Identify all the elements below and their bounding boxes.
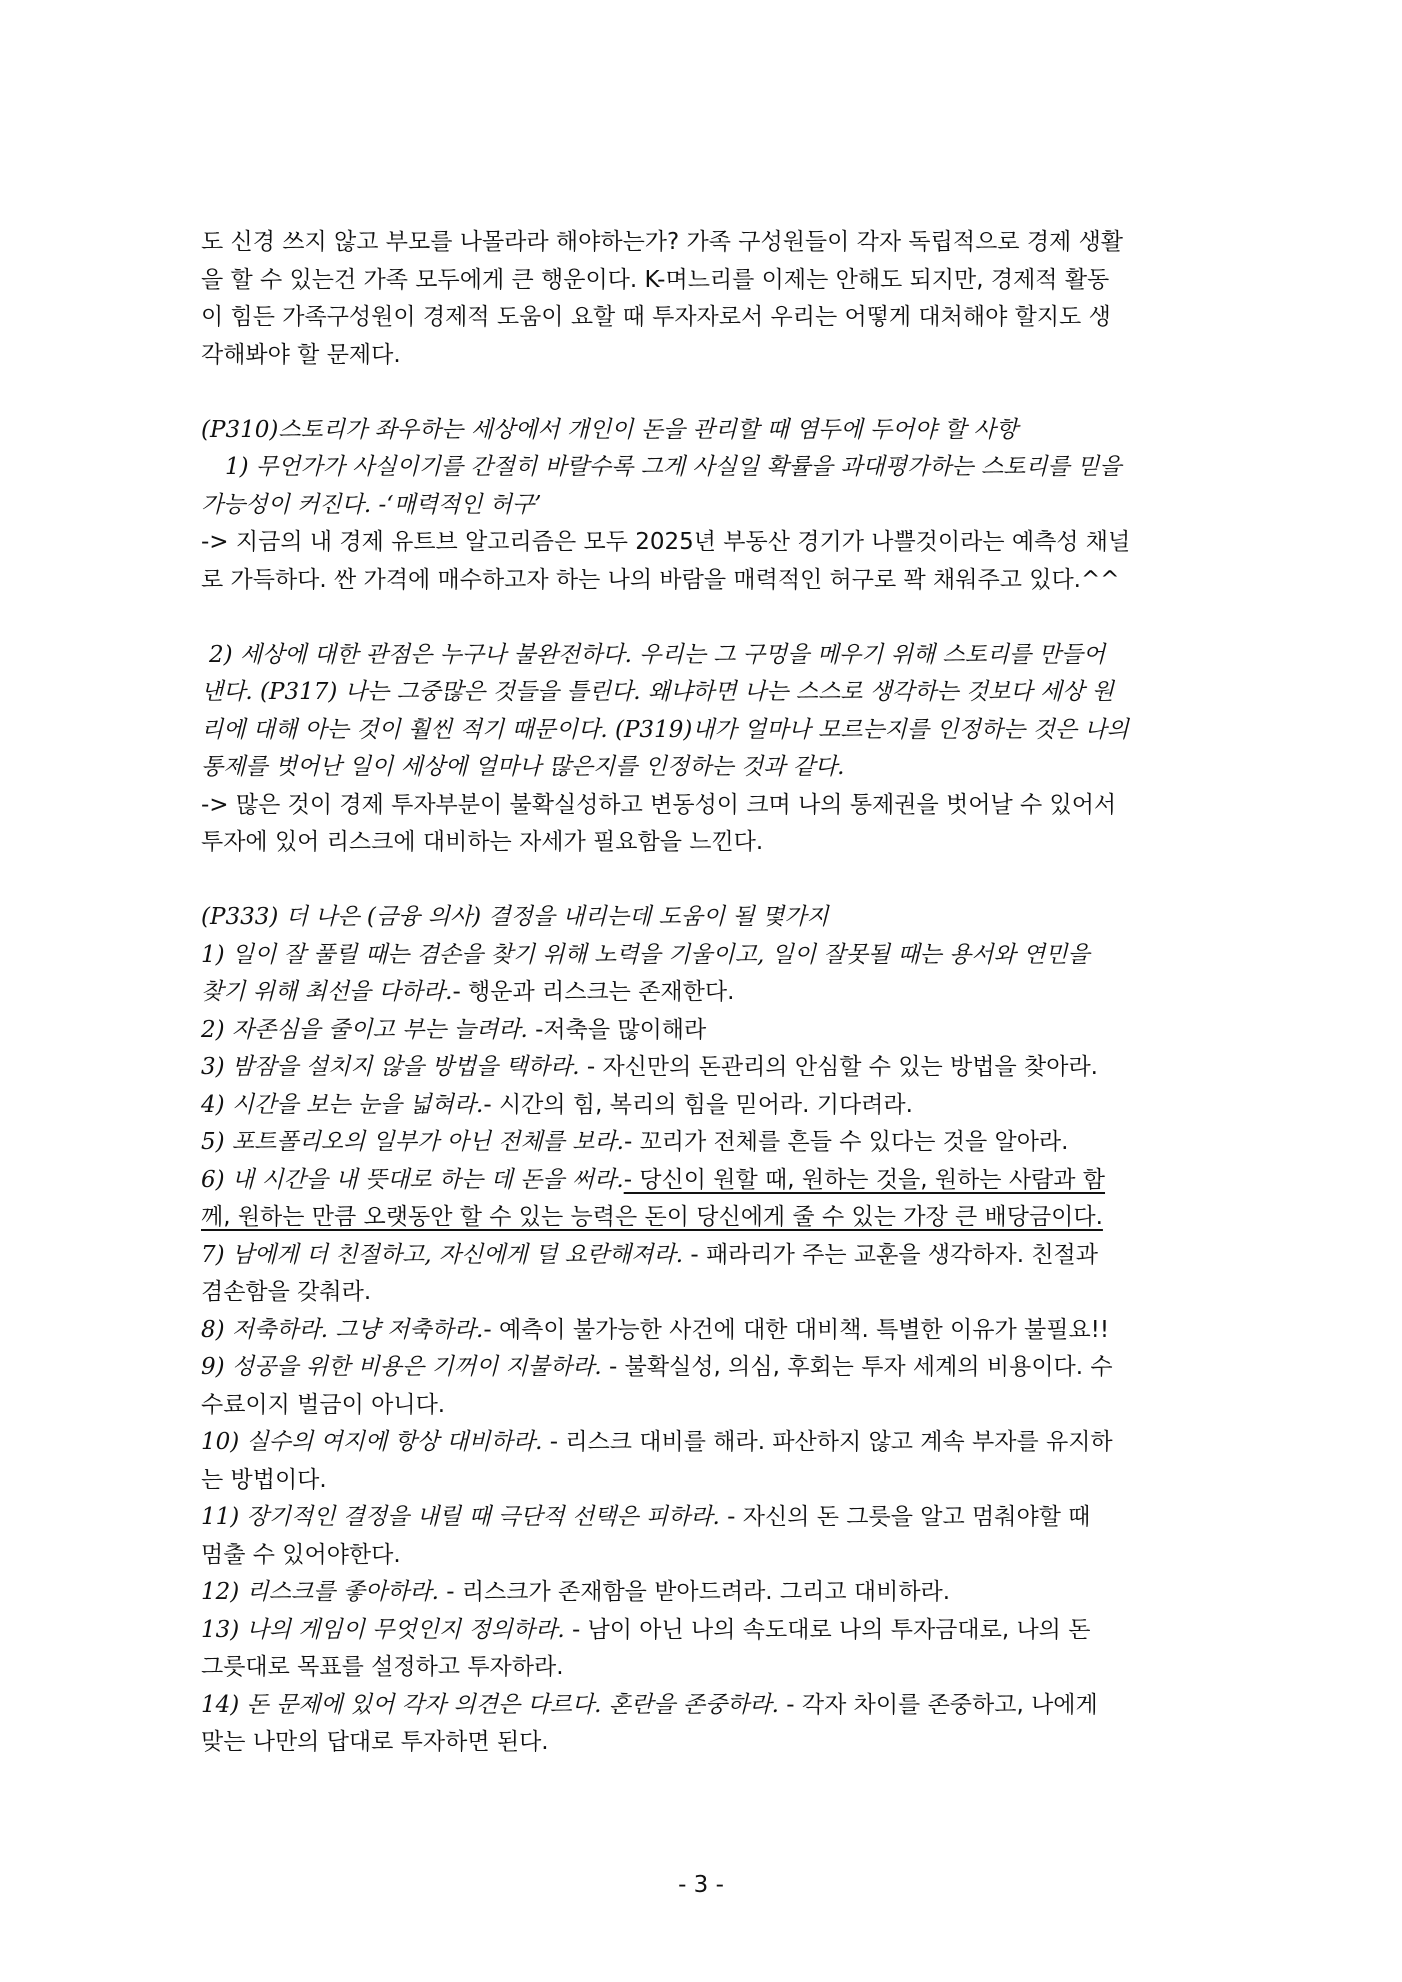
paragraph-gap (201, 862, 1204, 900)
p333-item-title: 14) 돈 문제에 있어 각자 의견은 다르다. 혼란을 존중하라. (201, 1691, 779, 1718)
p333-list-line (201, 1424, 1204, 1462)
paragraph-line: 각해봐야 할 문제다. (201, 341, 401, 368)
p310-item-1-comment: -> 지금의 내 경제 유트브 알고리즘은 모두 2025년 부동산 경기가 나쁠것이라는 예측성 채널 (201, 529, 1131, 555)
p333-list-line (201, 1499, 1204, 1537)
p333-item-title: 5) 포트폴리오의 일부가 아닌 전체를 보라. (201, 1129, 624, 1155)
p333-item-title: 7) 남에게 더 친절하고, 자신에게 덜 요란해져라. (201, 1241, 684, 1268)
p333-item-note: - 예측이 불가능한 사건에 대한 대비책. 특별한 이유가 불필요!! (483, 1316, 1110, 1343)
p333-list-line (201, 1574, 1204, 1612)
p333-item-note: - 남이 아닌 나의 속도대로 나의 투자금대로, 나의 돈 (564, 1616, 1091, 1643)
p333-list-line (201, 1274, 1204, 1312)
p333-list-line (201, 1312, 1204, 1350)
section-heading-p333: (P333) 더 나은 (금융 의사) 결정을 내리는데 도움이 될 몇가지 (201, 904, 829, 930)
paragraph-line: 을 할 수 있는건 가족 모두에게 큰 행운이다. K-며느리를 이제는 안해도 되지만, 경제적 활동 (201, 266, 1110, 293)
p310-item-2-line: 리에 대해 아는 것이 훨씬 적기 때문이다. (P319)내가 얼마나 모르는지를 인정하는 것은 나의 (201, 716, 1129, 743)
p333-list-line (201, 937, 1204, 975)
p333-item-note: 맞는 나만의 답대로 투자하면 된다. (201, 1729, 549, 1755)
p333-item-note: 겸손함을 갖춰라. (201, 1279, 372, 1305)
document-page-body (201, 224, 1204, 1762)
p310-item-2-comment: 투자에 있어 리스크에 대비하는 자세가 필요함을 느낀다. (201, 829, 764, 855)
p333-list-line (201, 1124, 1204, 1162)
p310-item-2-line: 통제를 벗어난 일이 세상에 얼마나 많은지를 인정하는 것과 같다. (201, 754, 845, 780)
p310-item-2-line: 낸다. (P317) 나는 그중많은 것들을 틀린다. 왜냐하면 나는 스스로 생각하는 것보다 세상 원 (201, 679, 1114, 705)
p333-list-line (201, 1462, 1204, 1500)
p333-list-line (201, 1049, 1204, 1087)
p333-item-title: 12) 리스크를 좋아하라. (201, 1579, 439, 1605)
p333-list-line (201, 1612, 1204, 1650)
p333-list-line (201, 1687, 1204, 1725)
paragraph-line: 도 신경 쓰지 않고 부모를 나몰라라 해야하는가? 가족 구성원들이 각자 독립적으로 경제 생활 (201, 229, 1124, 255)
p333-item-note: - 리스크 대비를 해라. 파산하지 않고 계속 부자를 유지하 (542, 1429, 1113, 1455)
paragraph-gap (201, 374, 1204, 412)
p333-list-line (201, 1087, 1204, 1125)
p333-item-note: - 리스크가 존재함을 받아드려라. 그리고 대비하라. (438, 1579, 951, 1605)
p333-item-note: - 불확실성, 의심, 후회는 투자 세계의 비용이다. 수 (601, 1354, 1113, 1380)
p310-item-1-comment: 로 가득하다. 싼 가격에 매수하고자 하는 나의 바람을 매력적인 허구로 꽉 채워주고 있다.^^ (201, 566, 1120, 593)
p333-item-note: 그릇대로 목표를 설정하고 투자하라. (201, 1654, 564, 1680)
p333-item-title: 찾기 위해 최선을 다하라. (201, 979, 453, 1005)
p333-item-note: - 시간의 힘, 복리의 힘을 믿어라. 기다려라. (483, 1091, 913, 1118)
p310-item-2-line: 2) 세상에 대한 관점은 누구나 불완전하다. 우리는 그 구멍을 메우기 위해 스토리를 만들어 (209, 641, 1106, 668)
p333-item-note: 멈출 수 있어야한다. (201, 1541, 401, 1568)
p333-item-note: - 자신만의 돈관리의 안심할 수 있는 방법을 찾아라. (579, 1054, 1098, 1080)
p333-item-title: 1) 일이 잘 풀릴 때는 겸손을 찾기 위해 노력을 기울이고, 일이 잘못될 때는 용서와 연민을 (201, 941, 1090, 968)
p333-item-title: 11) 장기적인 결정을 내릴 때 극단적 선택은 피하라. (201, 1504, 720, 1530)
p333-item-title: 3) 밤잠을 설치지 않을 방법을 택하라. (201, 1054, 580, 1080)
p310-item-1-line: 가능성이 커진다. -‘매력적인 허구’ (201, 491, 542, 518)
p333-list-line (201, 1237, 1204, 1275)
p333-item-title: 9) 성공을 위한 비용은 기꺼이 지불하라. (201, 1354, 602, 1380)
paragraph-line: 이 힘든 가족구성원이 경제적 도움이 요할 때 투자자로서 우리는 어떻게 대처해야 할지도 생 (201, 304, 1111, 330)
p333-item-title: 8) 저축하라. 그냥 저축하라. (201, 1316, 484, 1343)
p333-item-note-underlined: - 당신이 원할 때, 원하는 것을, 원하는 사람과 함 (623, 1166, 1106, 1193)
p333-list-line (201, 1649, 1204, 1687)
p333-list-line (201, 974, 1204, 1012)
p333-item-note: 수료이지 벌금이 아니다. (201, 1391, 446, 1418)
p333-item-title: 6) 내 시간을 내 뜻대로 하는 데 돈을 써라. (201, 1166, 624, 1193)
p333-list-line (201, 1387, 1204, 1425)
p333-list-line (201, 1537, 1204, 1575)
p310-item-1-line: 1) 무언가가 사실이기를 간절히 바랄수록 그게 사실일 확률을 과대평가하는 스토리를 믿을 (225, 454, 1122, 480)
p333-item-note: - 패라리가 주는 교훈을 생각하자. 친절과 (683, 1241, 1098, 1268)
p333-list-line (201, 1199, 1204, 1237)
p333-item-note: - 자신의 돈 그릇을 알고 멈춰야할 때 (719, 1504, 1091, 1530)
p333-list-line (201, 1724, 1204, 1762)
p333-item-note: -저축을 많이해라 (527, 1016, 707, 1043)
p333-item-note: - 꼬리가 전체를 흔들 수 있다는 것을 알아라. (623, 1129, 1069, 1155)
p333-item-title: 4) 시간을 보는 눈을 넓혀라. (201, 1091, 484, 1118)
p333-item-title: 2) 자존심을 줄이고 부는 늘려라. (201, 1016, 528, 1043)
p333-item-note: - 행운과 리스크는 존재한다. (452, 979, 735, 1005)
p310-item-2-comment: -> 많은 것이 경제 투자부분이 불확실성하고 변동성이 크며 나의 통제권을 벗어날 수 있어서 (201, 791, 1117, 818)
paragraph-gap (201, 599, 1204, 637)
p333-item-title: 10) 실수의 여지에 항상 대비하라. (201, 1429, 543, 1455)
p333-item-note: 는 방법이다. (201, 1466, 327, 1493)
p333-list-line (201, 1349, 1204, 1387)
page-number: - 3 - (678, 1872, 724, 1898)
p333-item-note: - 각자 차이를 존중하고, 나에게 (778, 1691, 1098, 1718)
p333-list-line (201, 1012, 1204, 1050)
p333-item-title: 13) 나의 게임이 무엇인지 정의하라. (201, 1616, 565, 1643)
section-heading-p310: (P310)스토리가 좌우하는 세상에서 개인이 돈을 관리할 때 염두에 두어야 할 사항 (201, 416, 1018, 443)
p333-list-line (201, 1162, 1204, 1200)
p333-item-note-underlined: 께, 원하는 만큼 오랫동안 할 수 있는 능력은 돈이 당신에게 줄 수 있는 가장 큰 배당금이다. (201, 1204, 1103, 1230)
